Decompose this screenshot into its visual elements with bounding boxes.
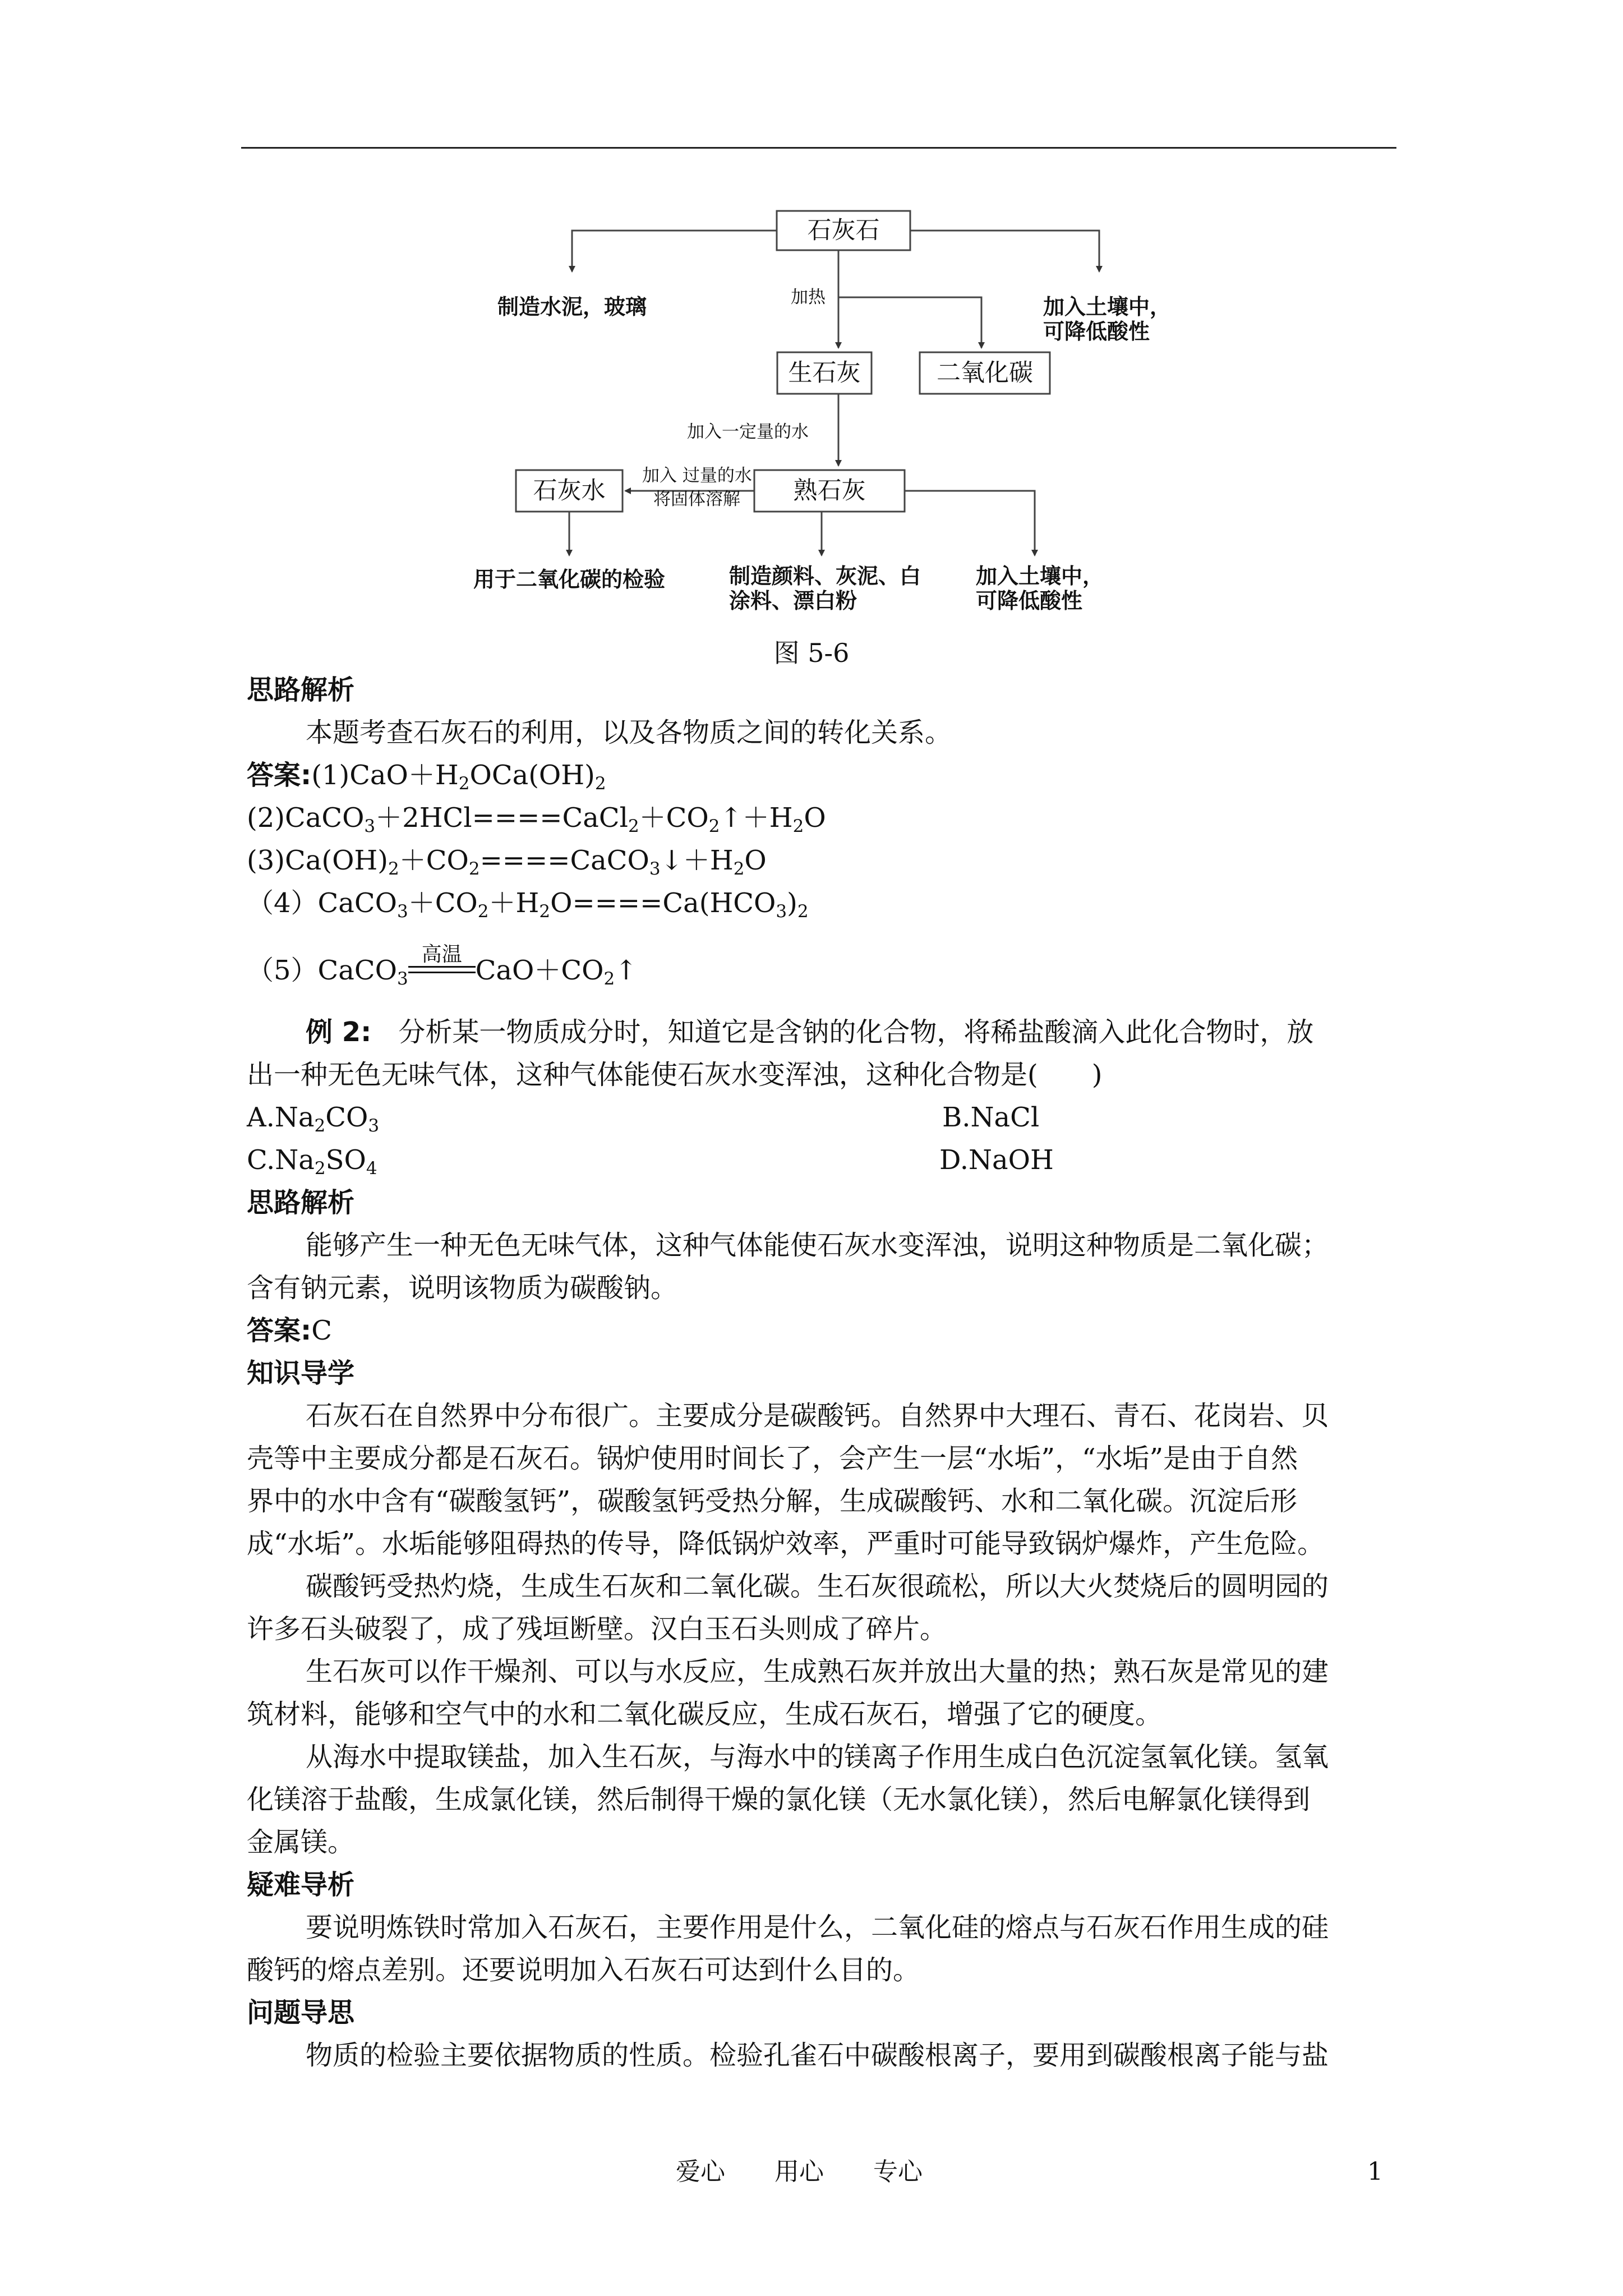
analysis-text: 本题考查石灰石的利用，以及各物质之间的转化关系。 xyxy=(306,717,952,748)
knowledge-p1-l4: 成“水垢”。水垢能够阻碍热的传导，降低锅炉效率，严重时可能导致锅炉爆炸，产生危险。 xyxy=(247,1528,1325,1559)
soil-label-1b: 可降低酸性 xyxy=(1043,319,1150,344)
high-temp-arrow xyxy=(408,942,476,984)
high-temp-condition: 高温 xyxy=(421,942,462,966)
section-heading-question: 问题导思 xyxy=(247,1997,355,2028)
answer-eq3: $(3)Ca(OH)_2+CO_2====CaCO_3↓+H_2O$ xyxy=(247,845,767,879)
knowledge-p1-l3: 界中的水中含有“碳酸氢钙”，碳酸氢钙受热分解，生成碳酸钙、水和二氧化碳。沉淀后形 xyxy=(247,1485,1298,1517)
answer-eq4: $(4)CaCO_3+CO_2+H_2O====Ca(HCO_3)_2$ xyxy=(247,887,809,922)
knowledge-p1-l1: 石灰石在自然界中分布很广。主要成分是碳酸钙。自然界中大理石、青石、花岗岩、贝 xyxy=(306,1400,1329,1432)
example2-line2: 出一种无色无味气体，这种气体能使石灰水变浑浊，这种化合物是( ) xyxy=(247,1059,1103,1091)
limestone-label: 石灰石 xyxy=(807,217,880,245)
knowledge-p4-l3: 金属镁。 xyxy=(247,1826,355,1858)
slaked-lime-label: 熟石灰 xyxy=(793,477,866,505)
page-number: 1 xyxy=(1367,2157,1383,2186)
add-water-label: 加入一定量的水 xyxy=(687,422,809,442)
example2-line1: 例 2: 分析某一物质成分时，知道它是含钠的化合物，将稀盐酸滴入此化合物时，放 xyxy=(306,1016,1314,1048)
answer-label: 答案: xyxy=(247,760,312,791)
section-heading-analysis-2: 思路解析 xyxy=(247,1187,355,1218)
limewater-label: 石灰水 xyxy=(533,477,606,505)
answer-eq5: （5）CaCO$_3$ 高温 $CaO+CO_2↑$ xyxy=(247,954,637,987)
knowledge-p2-l2: 许多石头破裂了，成了残垣断壁。汉白玉石头则成了碎片。 xyxy=(247,1613,947,1645)
paints-label-b: 涂料、漂白粉 xyxy=(729,588,857,613)
limestone-flow-diagram xyxy=(0,0,1623,634)
knowledge-p3-l2: 筑材料，能够和空气中的水和二氧化碳反应，生成石灰石，增强了它的硬度。 xyxy=(247,1699,1163,1730)
analysis2-line1: 能够产生一种无色无味气体，这种气体能使石灰水变浑浊，说明这种物质是二氧化碳； xyxy=(306,1230,1329,1261)
soil-label-2a: 加入土壤中， xyxy=(976,564,1104,588)
footer-motto: 爱心 用心 专心 xyxy=(676,2157,923,2186)
knowledge-p4-l2: 化镁溶于盐酸，生成氯化镁，然后制得干燥的氯化镁（无水氯化镁），然后电解氯化镁得到 xyxy=(247,1784,1311,1815)
knowledge-p1-l2: 壳等中主要成分都是石灰石。锅炉使用时间长了，会产生一层“水垢”，“水垢”是由于自然 xyxy=(247,1443,1298,1474)
soil-label-1a: 加入土壤中， xyxy=(1043,295,1172,319)
difficulty-line1: 要说明炼铁时常加入石灰石，主要作用是什么，二氧化硅的熔点与石灰石作用生成的硅 xyxy=(306,1912,1329,1943)
knowledge-p3-l1: 生石灰可以作干燥剂、可以与水反应，生成熟石灰并放出大量的热；熟石灰是常见的建 xyxy=(306,1656,1329,1687)
heat-label: 加热 xyxy=(791,287,826,307)
knowledge-p4-l1: 从海水中提取镁盐，加入生石灰，与海水中的镁离子作用生成白色沉淀氢氧化镁。氢氧 xyxy=(306,1741,1329,1773)
question-line1: 物质的检验主要依据物质的性质。检验孔雀石中碳酸根离子，要用到碳酸根离子能与盐 xyxy=(306,2040,1329,2071)
excess-water-label-a: 加入 过量的水 xyxy=(642,466,752,486)
example2-label: 例 2: xyxy=(306,1016,372,1048)
paints-label-a: 制造颜料、灰泥、白 xyxy=(729,564,921,588)
analysis2-line2: 含有钠元素，说明该物质为碳酸钠。 xyxy=(247,1272,678,1304)
option-c[interactable]: $C.Na_2SO_4$ xyxy=(247,1144,377,1179)
answer-eq1: 答案$:(1)CaO+H_2OCa(OH)_2$ xyxy=(247,760,606,794)
co2-test-label: 用于二氧化碳的检验 xyxy=(473,567,666,592)
section-heading-knowledge: 知识导学 xyxy=(247,1358,355,1389)
section-heading-difficulty: 疑难导析 xyxy=(247,1869,355,1901)
answer-eq2: $(2)CaCO_3+2HCl====CaCl_2+CO_2↑+H_2O$ xyxy=(247,802,826,836)
excess-water-label-b: 将固体溶解 xyxy=(653,489,740,509)
section-heading-analysis: 思路解析 xyxy=(247,674,355,706)
option-a[interactable]: $A.Na_2CO_3$ xyxy=(247,1102,380,1136)
quicklime-label: 生石灰 xyxy=(788,359,861,387)
figure-caption: 图 5-6 xyxy=(773,638,850,668)
knowledge-p2-l1: 碳酸钙受热灼烧，生成生石灰和二氧化碳。生石灰很疏松，所以大火焚烧后的圆明园的 xyxy=(306,1571,1329,1602)
cement-glass-label: 制造水泥，玻璃 xyxy=(497,295,647,319)
option-b[interactable]: B.NaCl xyxy=(942,1102,1040,1133)
option-d[interactable]: D.NaOH xyxy=(939,1144,1054,1176)
difficulty-line2: 酸钙的熔点差别。还要说明加入石灰石可达到什么目的。 xyxy=(247,1954,920,1986)
soil-label-2b: 可降低酸性 xyxy=(976,588,1083,613)
co2-label: 二氧化碳 xyxy=(937,359,1033,387)
answer-2: 答案:C xyxy=(247,1315,332,1346)
